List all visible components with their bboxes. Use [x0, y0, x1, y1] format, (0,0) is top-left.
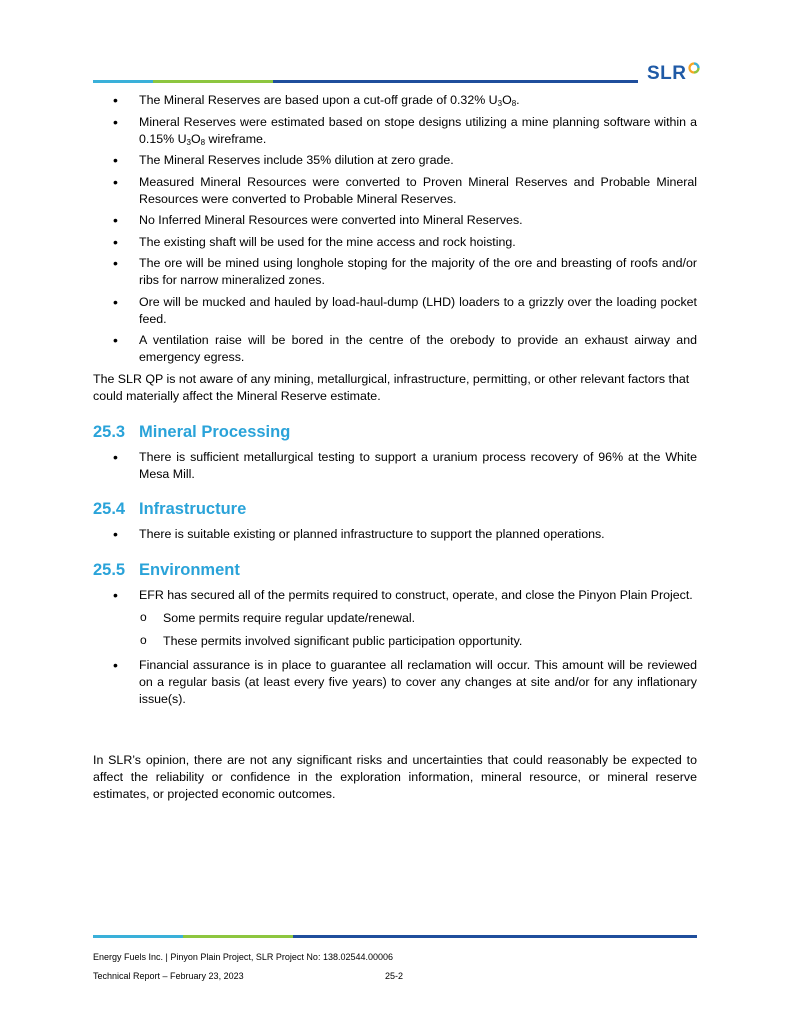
footer-project-line: Energy Fuels Inc. | Pinyon Plain Project, SLR Project No: 138.02544.00006: [93, 952, 394, 962]
processing-bullet-list: [93, 449, 697, 483]
page-number: 25-2: [385, 971, 404, 981]
section-heading-processing: [93, 424, 697, 441]
slr-logo: [647, 64, 700, 86]
footer-rule-green: [183, 935, 293, 938]
list-item: • The Mineral Reserves are based upon a cut-off grade of 0.32% $U_3O_8$.: [93, 92, 697, 109]
section-title: Environment: [139, 560, 240, 579]
list-item: • Measured Mineral Resources were converted to Proven Mineral Reserves and Probable Mineral Resources were converted to Probable Mineral Reserves.: [93, 174, 697, 208]
footer-report-line: [93, 969, 433, 983]
logo-text: SLR: [647, 63, 687, 84]
section-title: Mineral Processing: [139, 422, 291, 441]
list-item: • There is sufficient metallurgical testing to support a uranium process recovery of 96% at the White Mesa Mill.: [93, 449, 697, 483]
logo-swirl-icon: [688, 62, 700, 74]
reserves-bullet-list: [93, 92, 697, 366]
list-item: • Financial assurance is in place to guarantee all reclamation will occur. This amount will be reviewed on a regular basis (at least every five years) to cover any changes at site and/or for any inflationary issue(s).: [93, 657, 697, 708]
environment-sub-list: [139, 610, 697, 651]
section-number: 25.3: [93, 422, 126, 441]
list-item: • EFR has secured all of the permits required to construct, operate, and close the Pinyon Plain Project. o Some permits require regular update/renewal. o These permits involved significant public participation opportunity.: [93, 587, 697, 651]
closing-paragraph: In SLR’s opinion, there are not any significant risks and uncertainties that could reasonably be expected to affect the reliability or confidence in the exploration information, mineral resource, or mineral reserve estimates, or projected economic outcomes.: [93, 753, 697, 801]
header-rule-green: [153, 80, 273, 83]
reserves-paragraph: The SLR QP is not aware of any mining, metallurgical, infrastructure, permitting, or other relevant factors that could materially affect the Mineral Reserve estimate.: [93, 371, 690, 403]
section-title: Infrastructure: [139, 500, 247, 518]
header-rule-navy: [273, 80, 638, 83]
footer-rule-navy: [293, 935, 697, 938]
section-heading-infrastructure: [93, 501, 697, 518]
list-item: • There is suitable existing or planned infrastructure to support the planned operations.: [93, 526, 697, 543]
list-item: • Mineral Reserves were estimated based on stope designs utilizing a mine planning software within a 0.15% $U_3O_8$ wireframe.: [93, 114, 697, 148]
sub-list-item: o Some permits require regular update/renewal.: [139, 610, 697, 627]
list-item: • No Inferred Mineral Resources were converted into Mineral Reserves.: [93, 212, 697, 229]
footer-report-date: Technical Report – February 23, 2023: [93, 971, 244, 981]
page-footer: [93, 950, 433, 983]
section-number: 25.5: [93, 560, 126, 579]
footer-rule-cyan: [93, 935, 183, 938]
section-heading-environment: [93, 562, 697, 579]
list-item: • Ore will be mucked and hauled by load-haul-dump (LHD) loaders to a grizzly over the loading pocket feed.: [93, 294, 697, 328]
header-rule-cyan: [93, 80, 153, 83]
section-number: 25.4: [93, 500, 126, 518]
header-rule: [93, 80, 638, 83]
footer-rule: [93, 935, 697, 938]
page-content: [93, 92, 697, 803]
list-item: • A ventilation raise will be bored in the centre of the orebody to provide an exhaust airway and emergency egress.: [93, 332, 697, 366]
list-item: • The existing shaft will be used for the mine access and rock hoisting.: [93, 234, 697, 251]
list-item: • The Mineral Reserves include 35% dilution at zero grade.: [93, 152, 697, 169]
environment-bullet-list: [93, 587, 697, 708]
list-item: • The ore will be mined using longhole stoping for the majority of the ore and breasting of roofs and/or ribs for narrow mineralized zones.: [93, 255, 697, 289]
sub-list-item: o These permits involved significant public participation opportunity.: [139, 633, 697, 650]
infrastructure-bullet-list: [93, 526, 697, 543]
